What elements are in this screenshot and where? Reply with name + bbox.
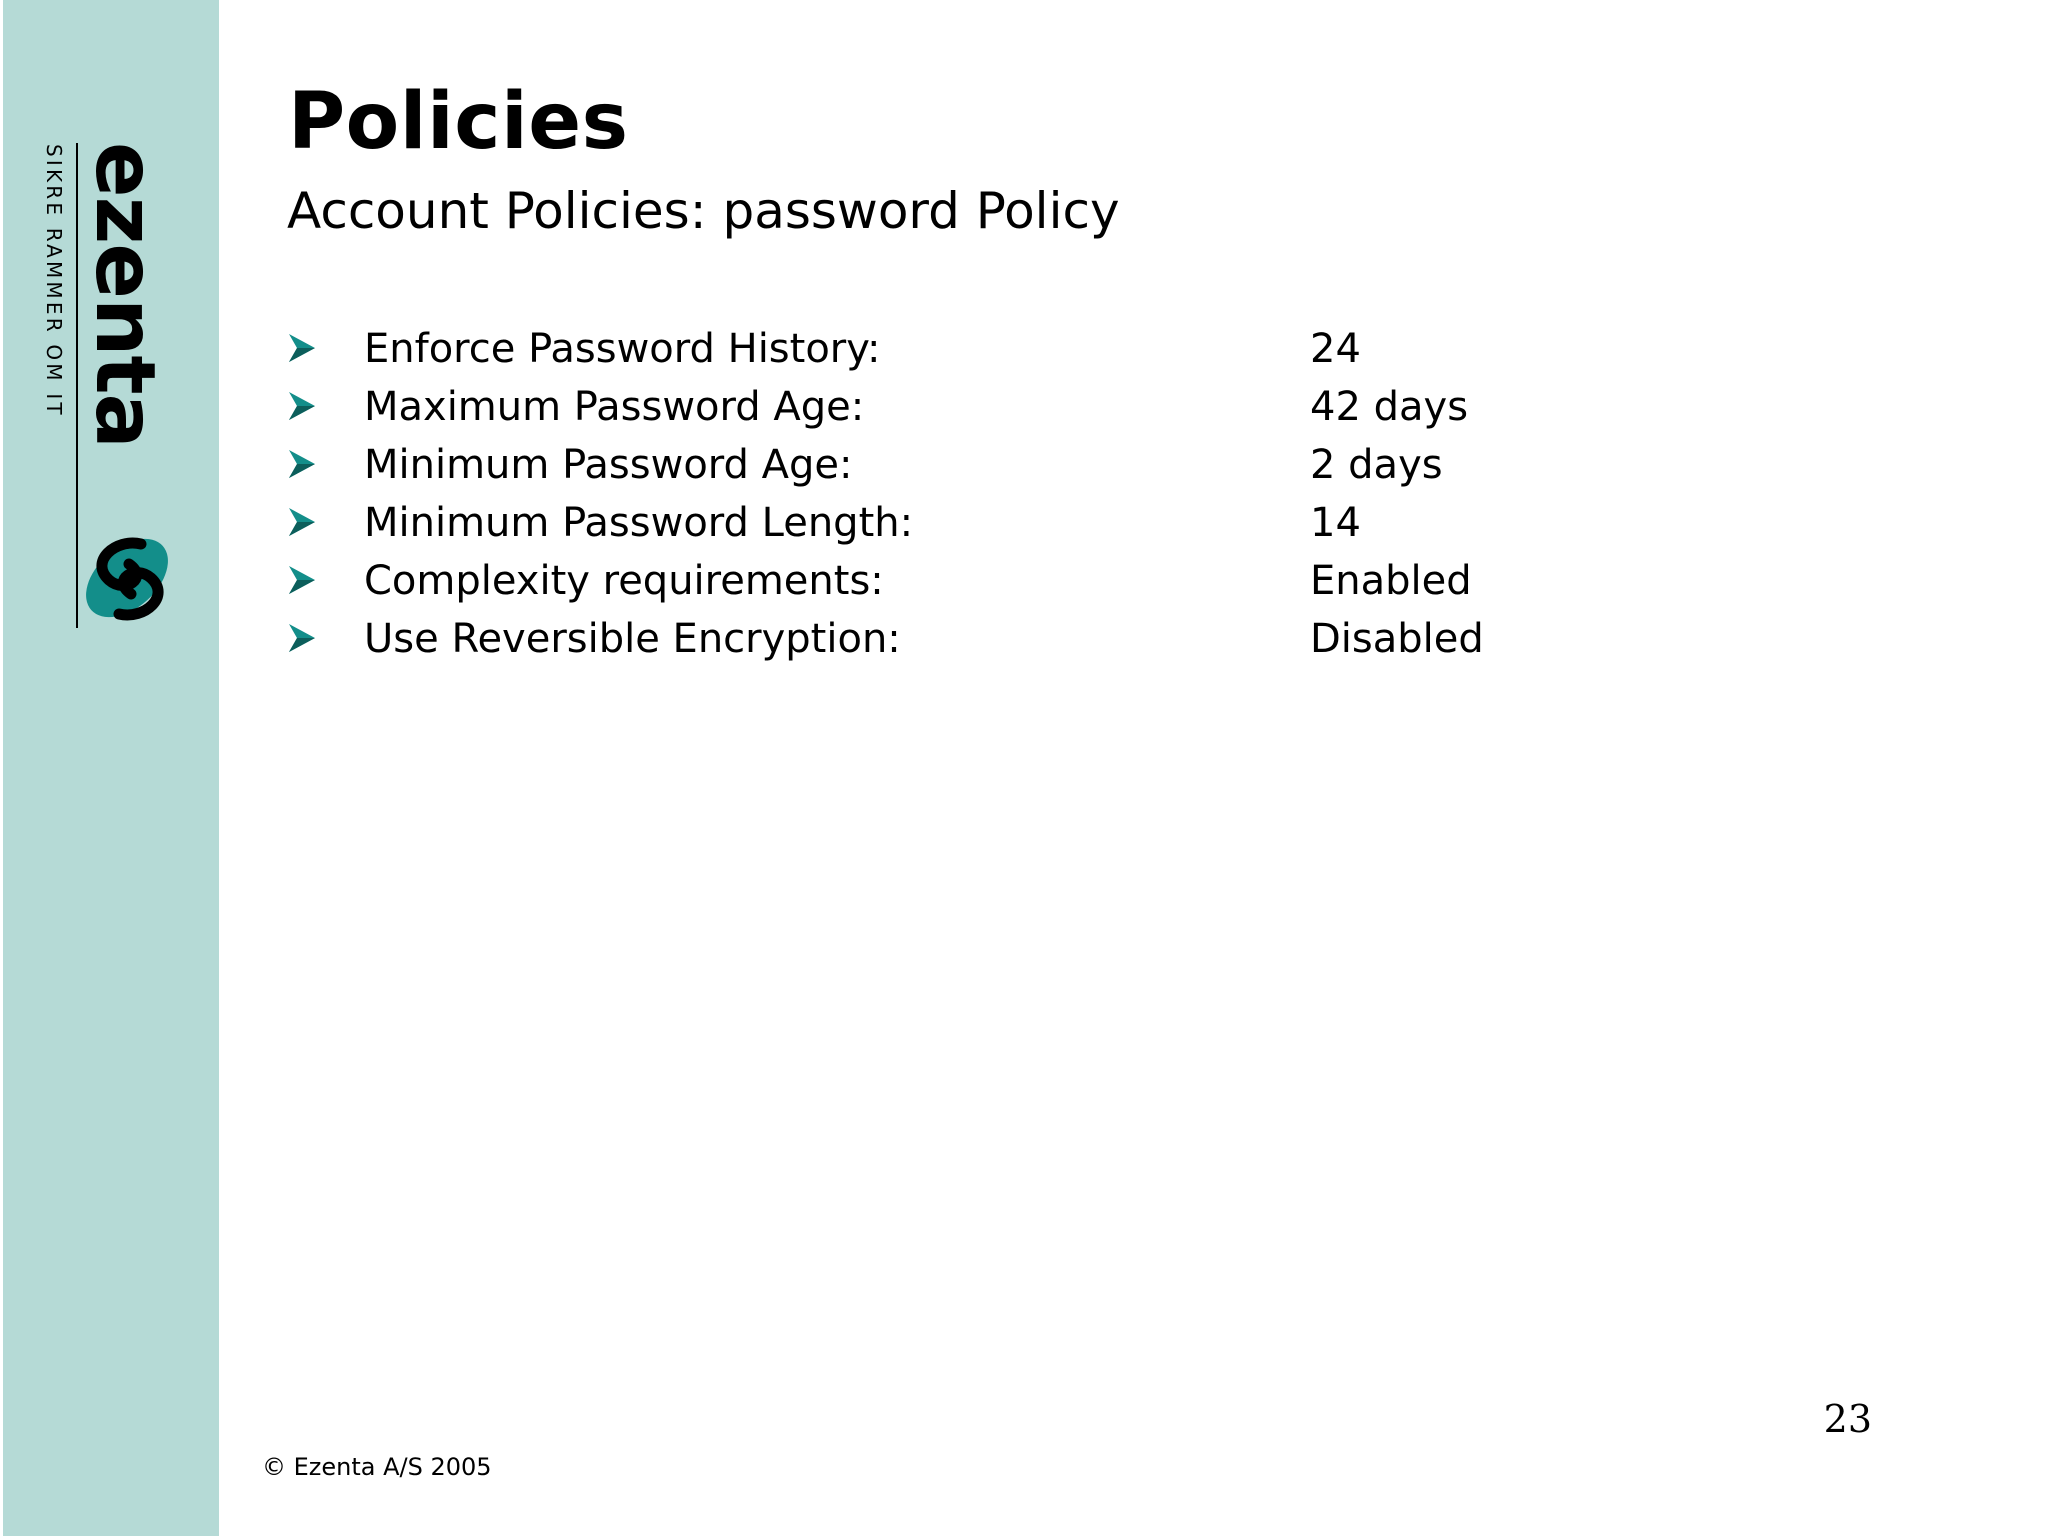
policy-value: 42 days <box>1310 384 1469 430</box>
slide-title: Policies <box>288 77 629 167</box>
policy-label: Maximum Password Age: <box>364 384 865 430</box>
page-number: 23 <box>1823 1397 1872 1441</box>
policy-label: Enforce Password History: <box>364 326 881 372</box>
policy-label: Minimum Password Length: <box>364 500 914 546</box>
policy-label: Minimum Password Age: <box>364 442 853 488</box>
policy-list <box>288 320 1688 668</box>
policy-value: Enabled <box>1310 558 1472 604</box>
policy-value: 2 days <box>1310 442 1443 488</box>
arrow-bullet-icon <box>288 565 316 595</box>
arrow-bullet-icon <box>288 333 316 363</box>
policy-row <box>288 610 1688 668</box>
policy-value: Disabled <box>1310 616 1484 662</box>
arrow-bullet-icon <box>288 449 316 479</box>
brand-sidebar <box>3 0 219 1536</box>
slide-subtitle: Account Policies: password Policy <box>287 182 1120 240</box>
policy-label: Use Reversible Encryption: <box>364 616 901 662</box>
policy-label: Complexity requirements: <box>364 558 884 604</box>
policy-row <box>288 494 1688 552</box>
svg-text:SIKRE RAMMER OM IT: SIKRE RAMMER OM IT <box>42 144 66 418</box>
svg-text:ezenta: ezenta <box>77 142 172 448</box>
policy-row <box>288 436 1688 494</box>
policy-value: 14 <box>1310 500 1361 546</box>
arrow-bullet-icon <box>288 391 316 421</box>
ezenta-logo-mark-icon <box>79 528 179 628</box>
arrow-bullet-icon <box>288 507 316 537</box>
brand-tagline <box>41 142 71 494</box>
policy-value: 24 <box>1310 326 1361 372</box>
arrow-bullet-icon <box>288 623 316 653</box>
copyright-notice: © Ezenta A/S 2005 <box>262 1453 492 1481</box>
policy-row <box>288 378 1688 436</box>
brand-wordmark <box>77 142 175 494</box>
policy-row <box>288 320 1688 378</box>
policy-row <box>288 552 1688 610</box>
